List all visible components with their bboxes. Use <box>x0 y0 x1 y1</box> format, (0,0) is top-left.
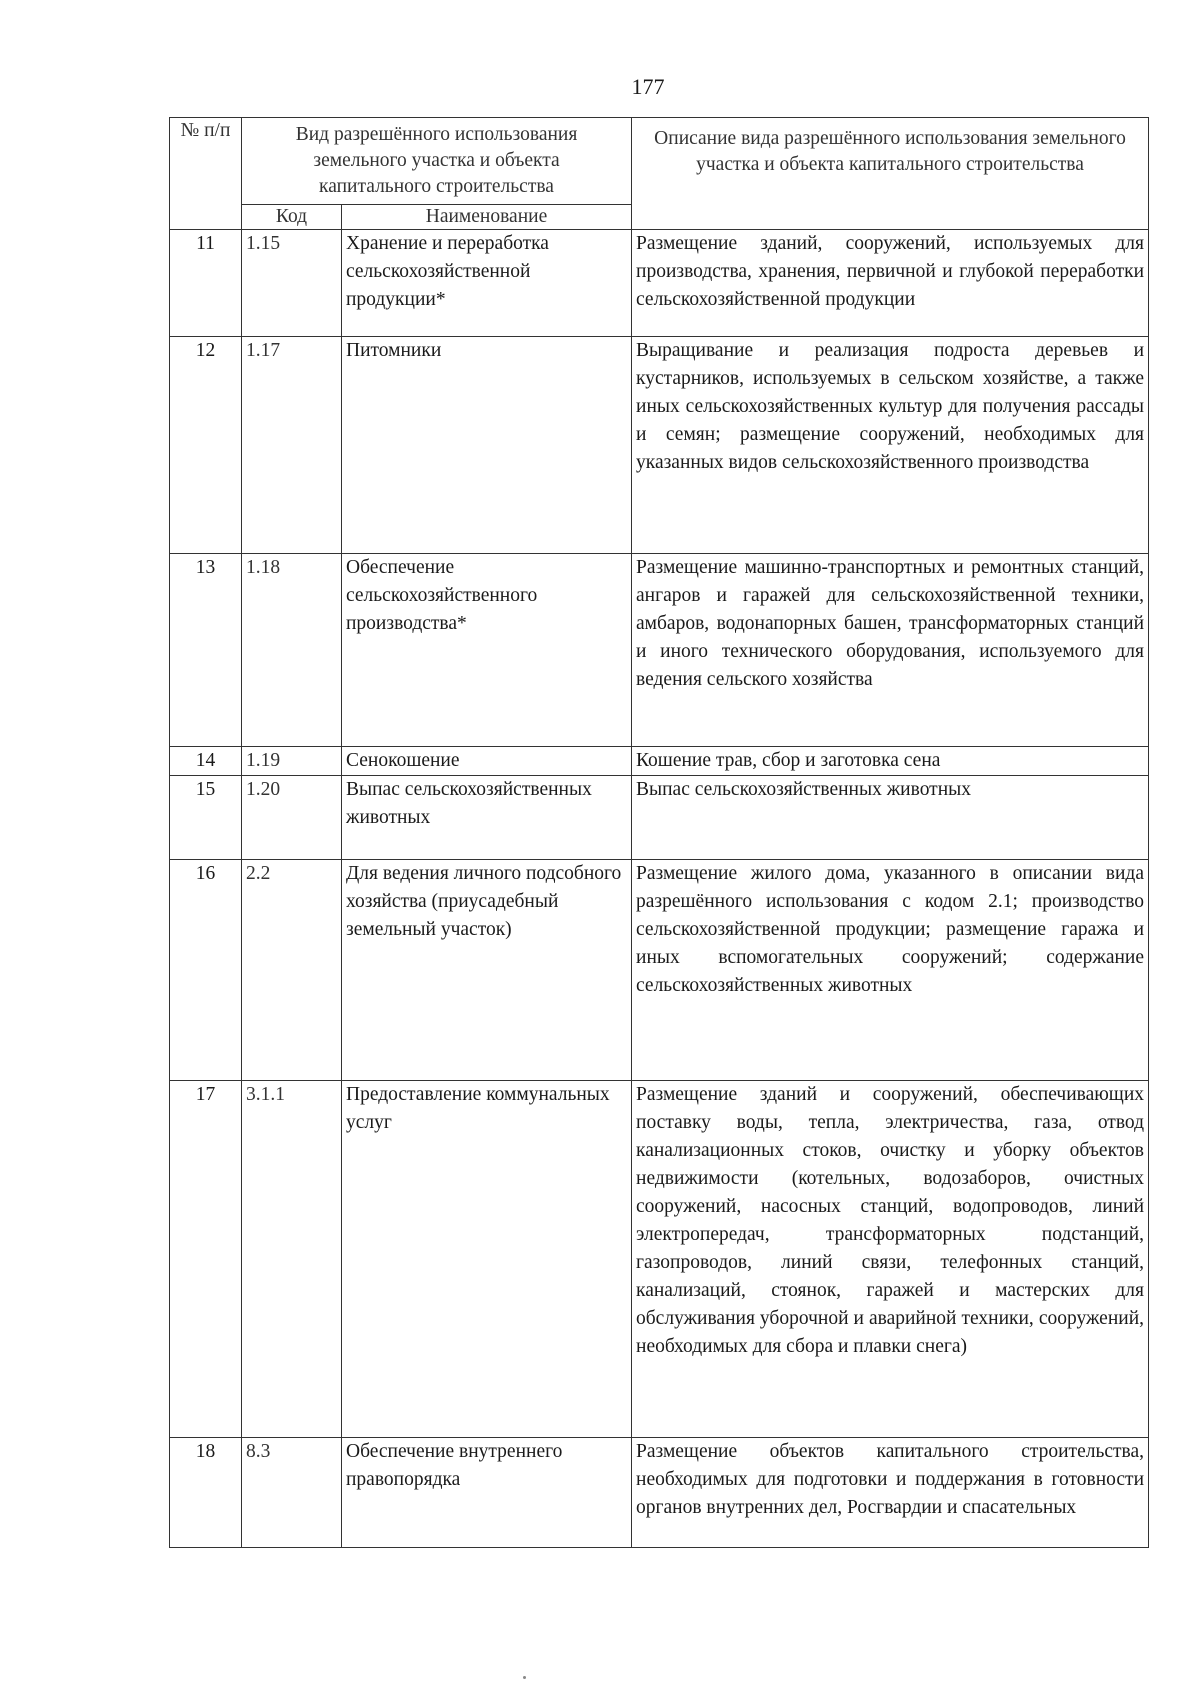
row-description: Размещение машинно-транспортных и ремонтных станций, ангаров и гаражей для сельскохозяйственной техники, амбаров, водонапорных башен, трансформаторных станций и иного технического оборудования, используемого для ведения сельского хозяйства <box>632 554 1149 747</box>
header-kind: Вид разрешённого использования земельного участка и объекта капитального строительства <box>242 118 632 205</box>
row-code: 1.15 <box>242 230 342 337</box>
row-number: 17 <box>170 1081 242 1438</box>
table-row <box>170 337 1149 554</box>
table-row <box>170 554 1149 747</box>
table-row <box>170 776 1149 860</box>
row-number: 12 <box>170 337 242 554</box>
table-row <box>170 1438 1149 1548</box>
row-name: Обеспечение внутреннего правопорядка <box>342 1438 632 1548</box>
row-code: 1.20 <box>242 776 342 860</box>
row-code: 8.3 <box>242 1438 342 1548</box>
header-code: Код <box>242 205 342 230</box>
row-name: Предоставление коммунальных услуг <box>342 1081 632 1438</box>
row-description: Кошение трав, сбор и заготовка сена <box>632 747 1149 776</box>
row-name: Выпас сельскохозяйственных животных <box>342 776 632 860</box>
row-code: 1.17 <box>242 337 342 554</box>
row-description: Размещение зданий и сооружений, обеспечивающих поставку воды, тепла, электричества, газа, отвод канализационных стоков, очистку и уборку объектов недвижимости (котельных, водозаборов, очистных сооружений, насосных станций, водопроводов, линий электропередач, трансформаторных подстанций, газопроводов, линий связи, телефонных станций, канализаций, стоянок, гаражей и мастерских для обслуживания уборочной и аварийной техники, сооружений, необходимых для сбора и плавки снега) <box>632 1081 1149 1438</box>
row-description: Выпас сельскохозяйственных животных <box>632 776 1149 860</box>
row-number: 18 <box>170 1438 242 1548</box>
row-description: Размещение объектов капитального строительства, необходимых для подготовки и поддержания в готовности органов внутренних дел, Росгвардии и спасательных <box>632 1438 1149 1548</box>
row-number: 16 <box>170 860 242 1081</box>
row-name: Хранение и переработка сельскохозяйственной продукции* <box>342 230 632 337</box>
row-number: 15 <box>170 776 242 860</box>
land-use-table <box>169 117 1149 1548</box>
row-name: Сенокошение <box>342 747 632 776</box>
table-row <box>170 860 1149 1081</box>
row-name: Питомники <box>342 337 632 554</box>
row-number: 14 <box>170 747 242 776</box>
table-row <box>170 230 1149 337</box>
page-number: 177 <box>631 74 665 99</box>
row-description: Размещение зданий, сооружений, используемых для производства, хранения, первичной и глубокой переработки сельскохозяйственной продукции <box>632 230 1149 337</box>
scan-dot <box>523 1676 526 1679</box>
row-number: 11 <box>170 230 242 337</box>
row-code: 1.19 <box>242 747 342 776</box>
header-name: Наименование <box>342 205 632 230</box>
row-code: 3.1.1 <box>242 1081 342 1438</box>
row-name: Для ведения личного подсобного хозяйства (приусадебный земельный участок) <box>342 860 632 1081</box>
row-number: 13 <box>170 554 242 747</box>
table-row <box>170 1081 1149 1438</box>
row-code: 1.18 <box>242 554 342 747</box>
header-description: Описание вида разрешённого использования земельного участка и объекта капитального строительства <box>632 118 1149 230</box>
row-name: Обеспечение сельскохозяйственного производства* <box>342 554 632 747</box>
table-row <box>170 747 1149 776</box>
header-number: № п/п <box>170 118 242 230</box>
row-description: Выращивание и реализация подроста деревьев и кустарников, используемых в сельском хозяйстве, а также иных сельскохозяйственных культур для получения рассады и семян; размещение сооружений, необходимых для указанных видов сельскохозяйственного производства <box>632 337 1149 554</box>
row-code: 2.2 <box>242 860 342 1081</box>
row-description: Размещение жилого дома, указанного в описании вида разрешённого использования с кодом 2.1; производство сельскохозяйственной продукции; размещение гаража и иных вспомогательных сооружений; содержание сельскохозяйственных животных <box>632 860 1149 1081</box>
